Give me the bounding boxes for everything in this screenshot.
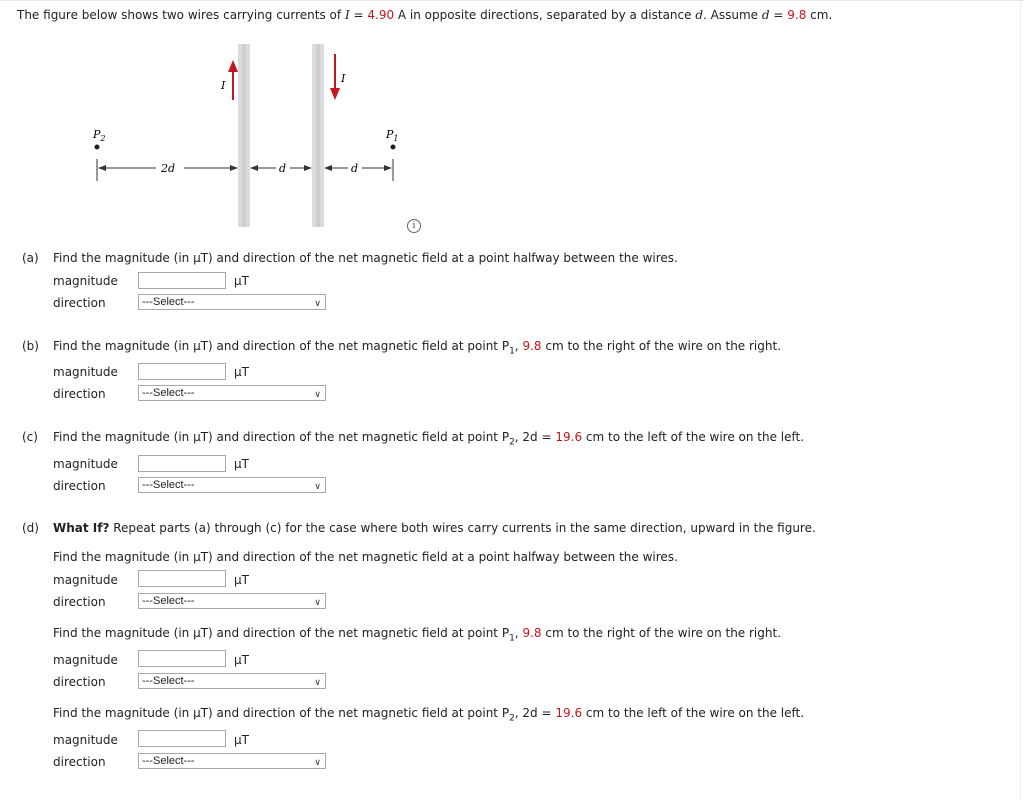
point-P2 <box>95 145 100 150</box>
select-value: ---Select--- <box>142 595 195 607</box>
part-a-magnitude-input[interactable] <box>138 272 226 289</box>
arrow-up-icon <box>228 60 238 100</box>
unit-label: μT <box>234 733 249 747</box>
part-a-question: Find the magnitude (in μT) and direction of the net magnetic field at a point halfway between the wires. <box>53 251 678 265</box>
direction-label: direction <box>53 675 106 689</box>
chevron-down-icon: ∨ <box>314 389 321 399</box>
wires-diagram <box>86 44 416 234</box>
chevron-down-icon: ∨ <box>314 481 321 491</box>
intro-text: = <box>349 8 368 22</box>
intro-text: The figure below shows two wires carrying currents of <box>17 8 345 22</box>
unit-label: μT <box>234 365 249 379</box>
arrow-down-icon <box>330 54 340 100</box>
part-d3-value: 19.6 <box>555 706 583 720</box>
magnitude-label: magnitude <box>53 274 118 288</box>
problem-intro <box>17 8 832 22</box>
part-b-question: Find the magnitude (in μT) and direction of the net magnetic field at point $P_1$, 9.8 cm to the right of the wire on the right. <box>53 339 782 357</box>
intro-text: = <box>769 8 788 22</box>
part-c-direction-select[interactable] <box>138 477 326 493</box>
what-if-heading: What If? <box>53 521 110 535</box>
distance-value: 9.8 <box>787 8 807 22</box>
part-d-question: What If? Repeat parts (a) through (c) for the case where both wires carry currents in the same direction, upward in the figure. <box>53 521 816 535</box>
select-value: ---Select--- <box>142 479 195 491</box>
part-d2-magnitude-input[interactable] <box>138 650 226 667</box>
dimension-d-middle: d <box>279 162 287 175</box>
point-P1 <box>391 145 396 150</box>
part-d1-direction-select[interactable] <box>138 593 326 609</box>
intro-var-d: d <box>695 8 704 22</box>
magnitude-label: magnitude <box>53 573 118 587</box>
part-d2-direction-select[interactable] <box>138 673 326 689</box>
part-b-label: (b) <box>22 339 39 353</box>
unit-label: μT <box>234 274 249 288</box>
part-c-value: 19.6 <box>555 430 583 444</box>
select-value: ---Select--- <box>142 387 195 399</box>
part-c-magnitude-input[interactable] <box>138 455 226 472</box>
point-P2-label: $P_2$ <box>93 128 106 143</box>
magnitude-label: magnitude <box>53 653 118 667</box>
part-d3-direction-select[interactable] <box>138 753 326 769</box>
chevron-down-icon: ∨ <box>314 757 321 767</box>
part-d-sub2-question: Find the magnitude (in μT) and direction of the net magnetic field at point $P_1$, 9.8 cm to the right of the wire on the right. <box>53 626 782 644</box>
wires-figure <box>86 44 416 234</box>
intro-text: . Assume <box>703 8 762 22</box>
direction-label: direction <box>53 755 106 769</box>
chevron-down-icon: ∨ <box>314 677 321 687</box>
unit-label: μT <box>234 457 249 471</box>
direction-label: direction <box>53 296 106 310</box>
direction-label: direction <box>53 595 106 609</box>
part-c-label: (c) <box>22 430 38 444</box>
select-value: ---Select--- <box>142 755 195 767</box>
intro-var-d: d <box>761 8 770 22</box>
dimension-d-right: d <box>351 162 359 175</box>
part-d3-magnitude-input[interactable] <box>138 730 226 747</box>
part-d1-magnitude-input[interactable] <box>138 570 226 587</box>
right-divider <box>1020 0 1021 800</box>
part-d2-value: 9.8 <box>522 626 542 640</box>
part-d-label: (d) <box>22 521 39 535</box>
top-divider <box>0 0 1024 1</box>
part-b-magnitude-input[interactable] <box>138 363 226 380</box>
info-icon[interactable]: i <box>407 219 421 233</box>
magnitude-label: magnitude <box>53 457 118 471</box>
current-label-left: I <box>221 79 226 92</box>
intro-var-I: I <box>344 8 350 22</box>
direction-label: direction <box>53 479 106 493</box>
select-value: ---Select--- <box>142 296 195 308</box>
part-c-question: Find the magnitude (in μT) and direction of the net magnetic field at point $P_2$, 2d = 19.6 cm to the left of the wire on the left. <box>53 430 805 448</box>
point-P1-label: $P_1$ <box>386 128 399 143</box>
select-value: ---Select--- <box>142 675 195 687</box>
magnitude-label: magnitude <box>53 365 118 379</box>
magnitude-label: magnitude <box>53 733 118 747</box>
dimension-2d: 2d <box>161 162 176 175</box>
part-a-direction-select[interactable] <box>138 294 326 310</box>
part-b-value: 9.8 <box>522 339 542 353</box>
intro-text: cm. <box>806 8 833 22</box>
chevron-down-icon: ∨ <box>314 298 321 308</box>
part-b-direction-select[interactable] <box>138 385 326 401</box>
direction-label: direction <box>53 387 106 401</box>
unit-label: μT <box>234 573 249 587</box>
chevron-down-icon: ∨ <box>314 597 321 607</box>
part-a-label: (a) <box>22 251 39 265</box>
unit-label: μT <box>234 653 249 667</box>
current-label-right: I <box>341 72 346 85</box>
current-value: 4.90 <box>367 8 395 22</box>
intro-text: A in opposite directions, separated by a distance <box>394 8 696 22</box>
part-d-sub3-question: Find the magnitude (in μT) and direction of the net magnetic field at point $P_2$, 2d = 19.6 cm to the left of the wire on the left. <box>53 706 805 724</box>
part-d-sub1-question: Find the magnitude (in μT) and direction of the net magnetic field at a point halfway between the wires. <box>53 550 678 564</box>
